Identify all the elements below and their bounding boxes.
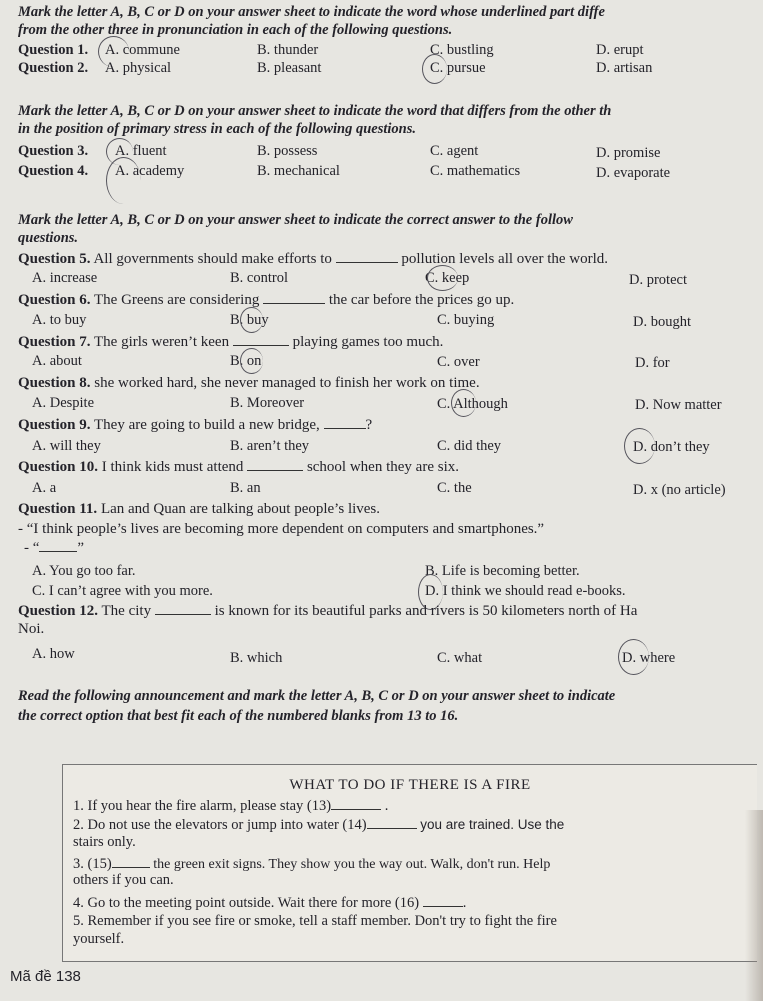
question-11-option-c[interactable]: C. I can’t agree with you more. bbox=[32, 583, 213, 599]
question-6-option-b[interactable]: B. buy bbox=[230, 312, 269, 328]
question-9-option-a[interactable]: A. will they bbox=[32, 438, 101, 454]
answer-mark-q2 bbox=[422, 54, 447, 84]
question-6-stem: Question 6. The Greens are considering the car before the prices go up. bbox=[18, 292, 515, 308]
answer-mark-q7 bbox=[240, 348, 263, 374]
announcement-line-2: 2. Do not use the elevators or jump into water (14) you are trained. Use the bbox=[73, 817, 565, 833]
question-10-blank bbox=[247, 470, 303, 471]
question-5-label: Question 5. bbox=[18, 251, 91, 267]
answer-mark-q4 bbox=[106, 157, 141, 204]
question-12-option-d[interactable]: D. where bbox=[622, 650, 676, 666]
question-8-option-b[interactable]: B. Moreover bbox=[230, 395, 305, 411]
exam-code: Mã đề 138 bbox=[10, 968, 81, 985]
question-11-option-a[interactable]: A. You go too far. bbox=[32, 563, 136, 579]
question-3-option-c[interactable]: C. agent bbox=[430, 143, 479, 159]
question-12-option-a[interactable]: A. how bbox=[32, 646, 75, 662]
answer-mark-q12 bbox=[618, 639, 649, 675]
question-10-option-a[interactable]: A. a bbox=[32, 480, 57, 496]
question-11-option-b[interactable]: B. Life is becoming better. bbox=[425, 563, 580, 579]
blank-15 bbox=[112, 867, 150, 868]
question-8-option-c[interactable]: C. Although bbox=[437, 396, 508, 412]
instruction-grammar-line1: Mark the letter A, B, C or D on your answer sheet to indicate the correct answer to the follow bbox=[18, 212, 573, 228]
instruction-pronunciation-line2: from the other three in pronunciation in each of the following questions. bbox=[18, 22, 453, 38]
question-6-blank bbox=[263, 303, 325, 304]
instruction-pronunciation-line1: Mark the letter A, B, C or D on your answer sheet to indicate the word whose underlined part diffe bbox=[18, 4, 605, 20]
instruction-grammar-line2: questions. bbox=[18, 230, 79, 246]
question-12-blank bbox=[155, 614, 211, 615]
question-2-option-d[interactable]: D. artisan bbox=[596, 60, 653, 76]
question-10-option-d[interactable]: D. x (no article) bbox=[633, 482, 726, 498]
blank-14 bbox=[367, 828, 417, 829]
announcement-line-5: 5. Remember if you see fire or smoke, tell a staff member. Don't try to fight the fire bbox=[73, 913, 557, 929]
question-4-option-b[interactable]: B. mechanical bbox=[257, 163, 340, 179]
question-10-option-b[interactable]: B. an bbox=[230, 480, 261, 496]
question-6-label: Question 6. bbox=[18, 292, 91, 308]
question-5-blank bbox=[336, 262, 398, 263]
announcement-line-3b: others if you can. bbox=[73, 872, 174, 888]
question-2-label: Question 2. bbox=[18, 60, 89, 76]
answer-mark-q9 bbox=[624, 428, 655, 464]
question-9-option-c[interactable]: C. did they bbox=[437, 438, 502, 454]
question-11-label: Question 11. bbox=[18, 501, 98, 517]
question-9-stem: Question 9. They are going to build a new bridge, ? bbox=[18, 417, 373, 433]
blank-16 bbox=[423, 906, 463, 907]
question-1-label: Question 1. bbox=[18, 42, 89, 58]
question-7-label: Question 7. bbox=[18, 334, 91, 350]
question-12-option-c[interactable]: C. what bbox=[437, 650, 483, 666]
question-11-blank bbox=[39, 551, 77, 552]
question-5-option-b[interactable]: B. control bbox=[230, 270, 288, 286]
question-7-option-a[interactable]: A. about bbox=[32, 353, 82, 369]
question-2-option-c[interactable]: C. pursue bbox=[430, 60, 486, 76]
question-10-label: Question 10. bbox=[18, 459, 99, 475]
question-6-option-a[interactable]: A. to buy bbox=[32, 312, 87, 328]
question-5-stem: Question 5. All governments should make efforts to pollution levels all over the world. bbox=[18, 251, 609, 267]
question-1-option-d[interactable]: D. erupt bbox=[596, 42, 644, 58]
question-8-label: Question 8. bbox=[18, 375, 91, 391]
question-11-quote: - “I think people’s lives are becoming more dependent on computers and smartphones.” bbox=[18, 521, 545, 537]
question-9-blank bbox=[324, 428, 366, 429]
question-1-option-a[interactable]: A. commune bbox=[105, 42, 180, 58]
instruction-stress-line1: Mark the letter A, B, C or D on your answer sheet to indicate the word that differs from the other th bbox=[18, 103, 612, 119]
question-1-option-b[interactable]: B. thunder bbox=[257, 42, 319, 58]
question-11-option-d[interactable]: D. I think we should read e-books. bbox=[425, 583, 626, 599]
announcement-box bbox=[62, 764, 757, 962]
question-7-blank bbox=[233, 345, 289, 346]
announcement-line-1: 1. If you hear the fire alarm, please stay (13) . bbox=[73, 798, 389, 814]
question-9-option-d[interactable]: D. don’t they bbox=[633, 439, 710, 455]
question-4-option-d[interactable]: D. evaporate bbox=[596, 165, 671, 181]
question-5-option-a[interactable]: A. increase bbox=[32, 270, 98, 286]
question-4-option-c[interactable]: C. mathematics bbox=[430, 163, 521, 179]
question-9-option-b[interactable]: B. aren’t they bbox=[230, 438, 310, 454]
question-3-option-a[interactable]: A. fluent bbox=[115, 143, 167, 159]
question-7-stem: Question 7. The girls weren’t keen playing games too much. bbox=[18, 334, 444, 350]
question-7-option-c[interactable]: C. over bbox=[437, 354, 480, 370]
question-3-option-b[interactable]: B. possess bbox=[257, 143, 318, 159]
question-12-label: Question 12. bbox=[18, 603, 99, 619]
question-1-option-c[interactable]: C. bustling bbox=[430, 42, 494, 58]
question-8-option-a[interactable]: A. Despite bbox=[32, 395, 95, 411]
question-6-option-c[interactable]: C. buying bbox=[437, 312, 495, 328]
blank-13 bbox=[331, 809, 381, 810]
instruction-stress-line2: in the position of primary stress in each of the following questions. bbox=[18, 121, 416, 137]
finger-shadow bbox=[745, 810, 763, 1001]
question-3-label: Question 3. bbox=[18, 143, 89, 159]
question-4-option-a[interactable]: A. academy bbox=[115, 163, 185, 179]
question-11-stem: Question 11. Lan and Quan are talking about people’s lives. bbox=[18, 501, 381, 517]
question-3-option-d[interactable]: D. promise bbox=[596, 145, 661, 161]
announcement-line-3: 3. (15) the green exit signs. They show you the way out. Walk, don't run. Help bbox=[73, 856, 551, 872]
question-9-label: Question 9. bbox=[18, 417, 91, 433]
announcement-line-5b: yourself. bbox=[73, 931, 125, 947]
question-8-stem: Question 8. she worked hard, she never managed to finish her work on time. bbox=[18, 375, 480, 391]
question-5-option-c[interactable]: C. keep bbox=[425, 270, 470, 286]
announcement-title: WHAT TO DO IF THERE IS A FIRE bbox=[289, 777, 531, 793]
answer-mark-q5 bbox=[427, 265, 458, 291]
question-12-stem-line2: Noi. bbox=[18, 621, 45, 637]
question-6-option-d[interactable]: D. bought bbox=[633, 314, 691, 330]
question-7-option-b[interactable]: B. on bbox=[230, 353, 262, 369]
instruction-reading-line2: the correct option that best fit each of the numbered blanks from 13 to 16. bbox=[18, 708, 459, 724]
question-10-option-c[interactable]: C. the bbox=[437, 480, 472, 496]
announcement-line-4: 4. Go to the meeting point outside. Wait there for more (16) . bbox=[73, 895, 467, 911]
question-11-reply: - “ ” bbox=[24, 540, 85, 556]
answer-mark-q6 bbox=[240, 307, 263, 333]
question-4-label: Question 4. bbox=[18, 163, 89, 179]
question-8-option-d[interactable]: D. Now matter bbox=[635, 397, 722, 413]
answer-mark-q8 bbox=[451, 389, 476, 417]
question-10-stem: Question 10. I think kids must attend school when they are six. bbox=[18, 459, 459, 475]
question-5-option-d[interactable]: D. protect bbox=[629, 272, 687, 288]
question-2-option-b[interactable]: B. pleasant bbox=[257, 60, 322, 76]
question-12-option-b[interactable]: B. which bbox=[230, 650, 283, 666]
question-7-option-d[interactable]: D. for bbox=[635, 355, 670, 371]
instruction-reading-line1: Read the following announcement and mark the letter A, B, C or D on your answer sheet to indicate bbox=[18, 688, 616, 704]
announcement-line-2b: stairs only. bbox=[73, 834, 136, 850]
question-12-stem: Question 12. The city is known for its beautiful parks and rivers is 50 kilometers north of Ha bbox=[18, 603, 638, 619]
question-2-option-a[interactable]: A. physical bbox=[105, 60, 172, 76]
